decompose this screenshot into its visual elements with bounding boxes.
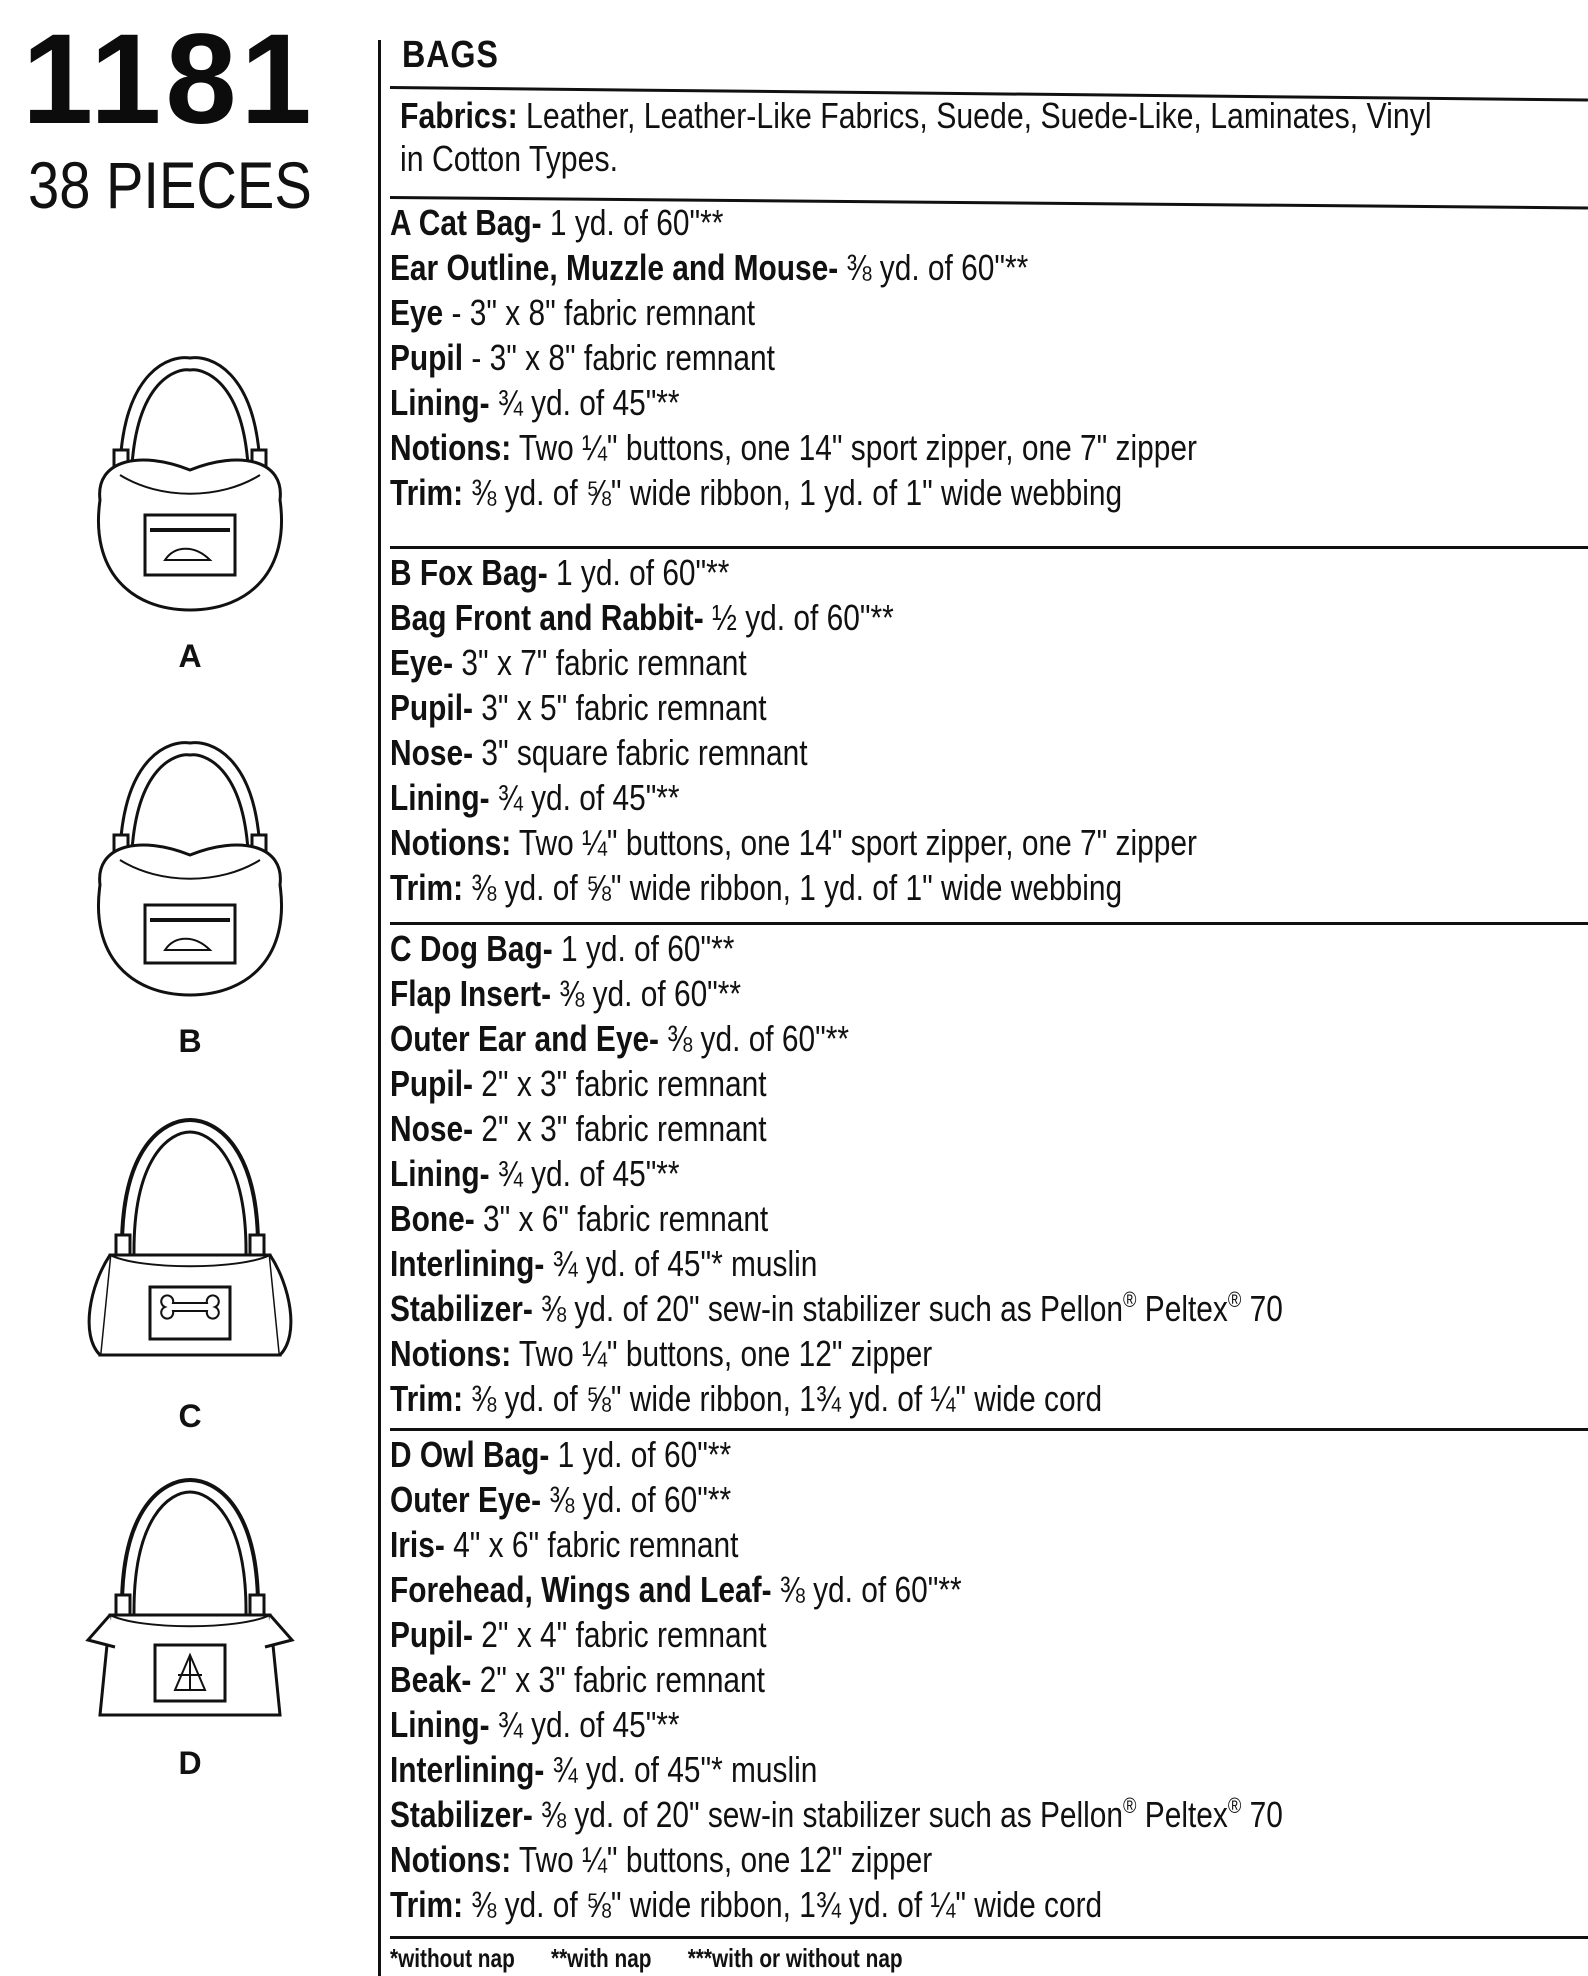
- row-label: Stabilizer-: [390, 1288, 533, 1329]
- row-value: 4" x 6" fabric remnant: [444, 1524, 739, 1565]
- row-value: Peltex: [1136, 1794, 1228, 1835]
- row: [390, 1522, 1436, 1567]
- row-label: Trim:: [390, 1378, 464, 1419]
- row-value: ⅜ yd. of 20" sew-in stabilizer such as Pellon: [532, 1288, 1124, 1329]
- row-value: ⅜ yd. of 60"**: [541, 1479, 732, 1520]
- row-value: 1 yd. of 60"**: [549, 1434, 732, 1475]
- row-label: Notions:: [390, 427, 512, 468]
- fabrics-text: Leather, Leather-Like Fabrics, Suede, Suede-Like, Laminates, Vinyl: [526, 95, 1432, 136]
- dog-bag-drawing: [80, 1115, 300, 1385]
- row-value: ⅜ yd. of ⅝" wide ribbon, 1¾ yd. of ¼" wide cord: [463, 1378, 1103, 1419]
- row: [390, 1286, 1436, 1331]
- row: [390, 1837, 1436, 1882]
- row: [390, 926, 1436, 971]
- row-value: ⅜ yd. of 20" sew-in stabilizer such as Pellon: [532, 1794, 1124, 1835]
- row: [390, 335, 1436, 380]
- row-value: Peltex: [1136, 1288, 1228, 1329]
- footnote-with-nap: **with nap: [550, 1943, 652, 1973]
- footnote-with-or-without-nap: ***with or without nap: [687, 1943, 903, 1973]
- row-value: 70: [1241, 1794, 1283, 1835]
- row-value: ¾ yd. of 45"**: [489, 777, 680, 818]
- category-title: BAGS: [402, 34, 499, 76]
- row-value: ⅜ yd. of 60"**: [551, 973, 742, 1014]
- row: [390, 1106, 1436, 1151]
- footnote-rule: [390, 1936, 1588, 1939]
- row: [390, 1567, 1436, 1612]
- row-value: Two ¼" buttons, one 14" sport zipper, one 7" zipper: [511, 427, 1197, 468]
- row-label: Notions:: [390, 1839, 512, 1880]
- row-label: D Owl Bag-: [390, 1434, 550, 1475]
- owl-bag-drawing: [80, 1475, 300, 1745]
- section-d: [390, 1432, 1588, 1927]
- view-letter-b: B: [178, 1023, 202, 1059]
- cat-bag-drawing: [80, 350, 300, 620]
- row-value: 1 yd. of 60"**: [541, 202, 724, 243]
- row-label: Pupil-: [390, 687, 473, 728]
- row: [390, 1477, 1436, 1522]
- section-rule-b: [390, 922, 1588, 925]
- row-label: Outer Ear and Eye-: [390, 1018, 660, 1059]
- row-value: ⅜ yd. of ⅝" wide ribbon, 1 yd. of 1" wide webbing: [463, 472, 1123, 513]
- row-label: Beak-: [390, 1659, 472, 1700]
- view-b-illustration: [80, 735, 300, 1059]
- row: [390, 1061, 1436, 1106]
- row: [390, 380, 1436, 425]
- row: [390, 200, 1436, 245]
- row-value: 1 yd. of 60"**: [547, 552, 730, 593]
- row-label: Eye-: [390, 642, 454, 683]
- row: [390, 1016, 1436, 1061]
- row-label: Pupil: [390, 337, 464, 378]
- row: [390, 1747, 1436, 1792]
- row-value: 2" x 3" fabric remnant: [472, 1063, 767, 1104]
- row-label: Iris-: [390, 1524, 445, 1565]
- row-value: ¾ yd. of 45"* muslin: [544, 1243, 818, 1284]
- row: [390, 820, 1436, 865]
- row-label: C Dog Bag-: [390, 928, 553, 969]
- row-label: Lining-: [390, 777, 490, 818]
- row-label: A Cat Bag-: [390, 202, 542, 243]
- row-value: 3" square fabric remnant: [473, 732, 808, 773]
- row-value: ⅜ yd. of ⅝" wide ribbon, 1 yd. of 1" wide webbing: [463, 867, 1123, 908]
- row: [390, 685, 1436, 730]
- row-value: 2" x 3" fabric remnant: [473, 1108, 767, 1149]
- footnotes: [390, 1942, 933, 1974]
- row-label: Eye: [390, 292, 444, 333]
- row: [390, 1196, 1436, 1241]
- row-value: ⅜ yd. of ⅝" wide ribbon, 1¾ yd. of ¼" wide cord: [463, 1884, 1103, 1925]
- row-label: Trim:: [390, 1884, 464, 1925]
- row-label: Trim:: [390, 472, 464, 513]
- row-value: 2" x 4" fabric remnant: [472, 1614, 767, 1655]
- row-label: Notions:: [390, 822, 512, 863]
- fox-bag-drawing: [80, 735, 300, 1005]
- row: [390, 1376, 1436, 1421]
- row-label: Trim:: [390, 867, 464, 908]
- row-value: 3" x 5" fabric remnant: [472, 687, 767, 728]
- row: [390, 1331, 1436, 1376]
- row-value: ⅜ yd. of 60"**: [659, 1018, 850, 1059]
- row-label: Outer Eye-: [390, 1479, 542, 1520]
- row-value: ⅜ yd. of 60"**: [838, 247, 1029, 288]
- row: [390, 1432, 1436, 1477]
- row: [390, 1612, 1436, 1657]
- row: [390, 1702, 1436, 1747]
- row-label: Nose-: [390, 732, 474, 773]
- row-value: Two ¼" buttons, one 12" zipper: [511, 1839, 933, 1880]
- section-a: [390, 200, 1588, 515]
- row-label: Pupil-: [390, 1063, 473, 1104]
- section-b: [390, 550, 1588, 910]
- row-label: Interlining-: [390, 1243, 545, 1284]
- row-label: Forehead, Wings and Leaf-: [390, 1569, 772, 1610]
- row-label: Lining-: [390, 1704, 490, 1745]
- row-label: Pupil-: [390, 1614, 473, 1655]
- row: [390, 1882, 1436, 1927]
- row-value: 2" x 3" fabric remnant: [471, 1659, 765, 1700]
- view-a-illustration: [80, 350, 300, 674]
- registered-mark: ®: [1227, 1793, 1242, 1818]
- view-c-illustration: [80, 1115, 300, 1434]
- row: [390, 550, 1436, 595]
- view-letter-c: C: [178, 1398, 202, 1434]
- row-label: Lining-: [390, 382, 490, 423]
- row-value: ¾ yd. of 45"**: [489, 1153, 680, 1194]
- row: [390, 470, 1436, 515]
- section-rule-a: [390, 546, 1588, 549]
- row-label: Bag Front and Rabbit-: [390, 597, 704, 638]
- row: [390, 1241, 1436, 1286]
- row-value: Two ¼" buttons, one 12" zipper: [511, 1333, 933, 1374]
- row: [390, 1792, 1436, 1837]
- fabrics-label: Fabrics:: [400, 95, 518, 136]
- row: [390, 245, 1436, 290]
- view-letter-d: D: [178, 1745, 202, 1781]
- row: [390, 865, 1436, 910]
- view-d-illustration: [80, 1475, 300, 1781]
- row-label: Interlining-: [390, 1749, 545, 1790]
- row-label: Notions:: [390, 1333, 512, 1374]
- pattern-number: 1181: [22, 8, 316, 151]
- view-letter-a: A: [178, 638, 202, 674]
- row: [390, 1657, 1436, 1702]
- registered-mark: ®: [1123, 1793, 1137, 1818]
- row-value: 70: [1241, 1288, 1283, 1329]
- row-value: ½ yd. of 60"**: [703, 597, 894, 638]
- row-label: B Fox Bag-: [390, 552, 548, 593]
- row-label: Stabilizer-: [390, 1794, 533, 1835]
- footnote-without-nap: *without nap: [390, 1943, 515, 1973]
- row-label: Bone-: [390, 1198, 475, 1239]
- row: [390, 290, 1436, 335]
- row: [390, 775, 1436, 820]
- fabrics-text-2: in Cotton Types.: [400, 138, 618, 179]
- row: [390, 425, 1436, 470]
- row: [390, 1151, 1436, 1196]
- fabrics-block: [400, 94, 1458, 180]
- row-label: Flap Insert-: [390, 973, 552, 1014]
- row-value: Two ¼" buttons, one 14" sport zipper, one 7" zipper: [511, 822, 1197, 863]
- left-panel: [0, 0, 370, 1976]
- row: [390, 640, 1436, 685]
- row-value: ¾ yd. of 45"**: [489, 382, 680, 423]
- pieces-count: 38 PIECES: [28, 148, 312, 222]
- row: [390, 730, 1436, 775]
- yardage-panel: [390, 0, 1588, 1976]
- row-value: - 3" x 8" fabric remnant: [443, 292, 756, 333]
- row-value: 3" x 7" fabric remnant: [453, 642, 747, 683]
- row-label: Ear Outline, Muzzle and Mouse-: [390, 247, 839, 288]
- row-value: ¾ yd. of 45"* muslin: [544, 1749, 818, 1790]
- section-c: [390, 926, 1588, 1421]
- row-value: - 3" x 8" fabric remnant: [463, 337, 775, 378]
- row-value: 1 yd. of 60"**: [552, 928, 735, 969]
- column-divider: [378, 40, 381, 1976]
- row: [390, 595, 1436, 640]
- row-value: 3" x 6" fabric remnant: [474, 1198, 769, 1239]
- row-value: ¾ yd. of 45"**: [489, 1704, 680, 1745]
- section-rule-c: [390, 1428, 1588, 1431]
- row-label: Nose-: [390, 1108, 474, 1149]
- row-label: Lining-: [390, 1153, 490, 1194]
- registered-mark: ®: [1123, 1287, 1137, 1312]
- row: [390, 971, 1436, 1016]
- row-value: ⅜ yd. of 60"**: [771, 1569, 962, 1610]
- registered-mark: ®: [1227, 1287, 1242, 1312]
